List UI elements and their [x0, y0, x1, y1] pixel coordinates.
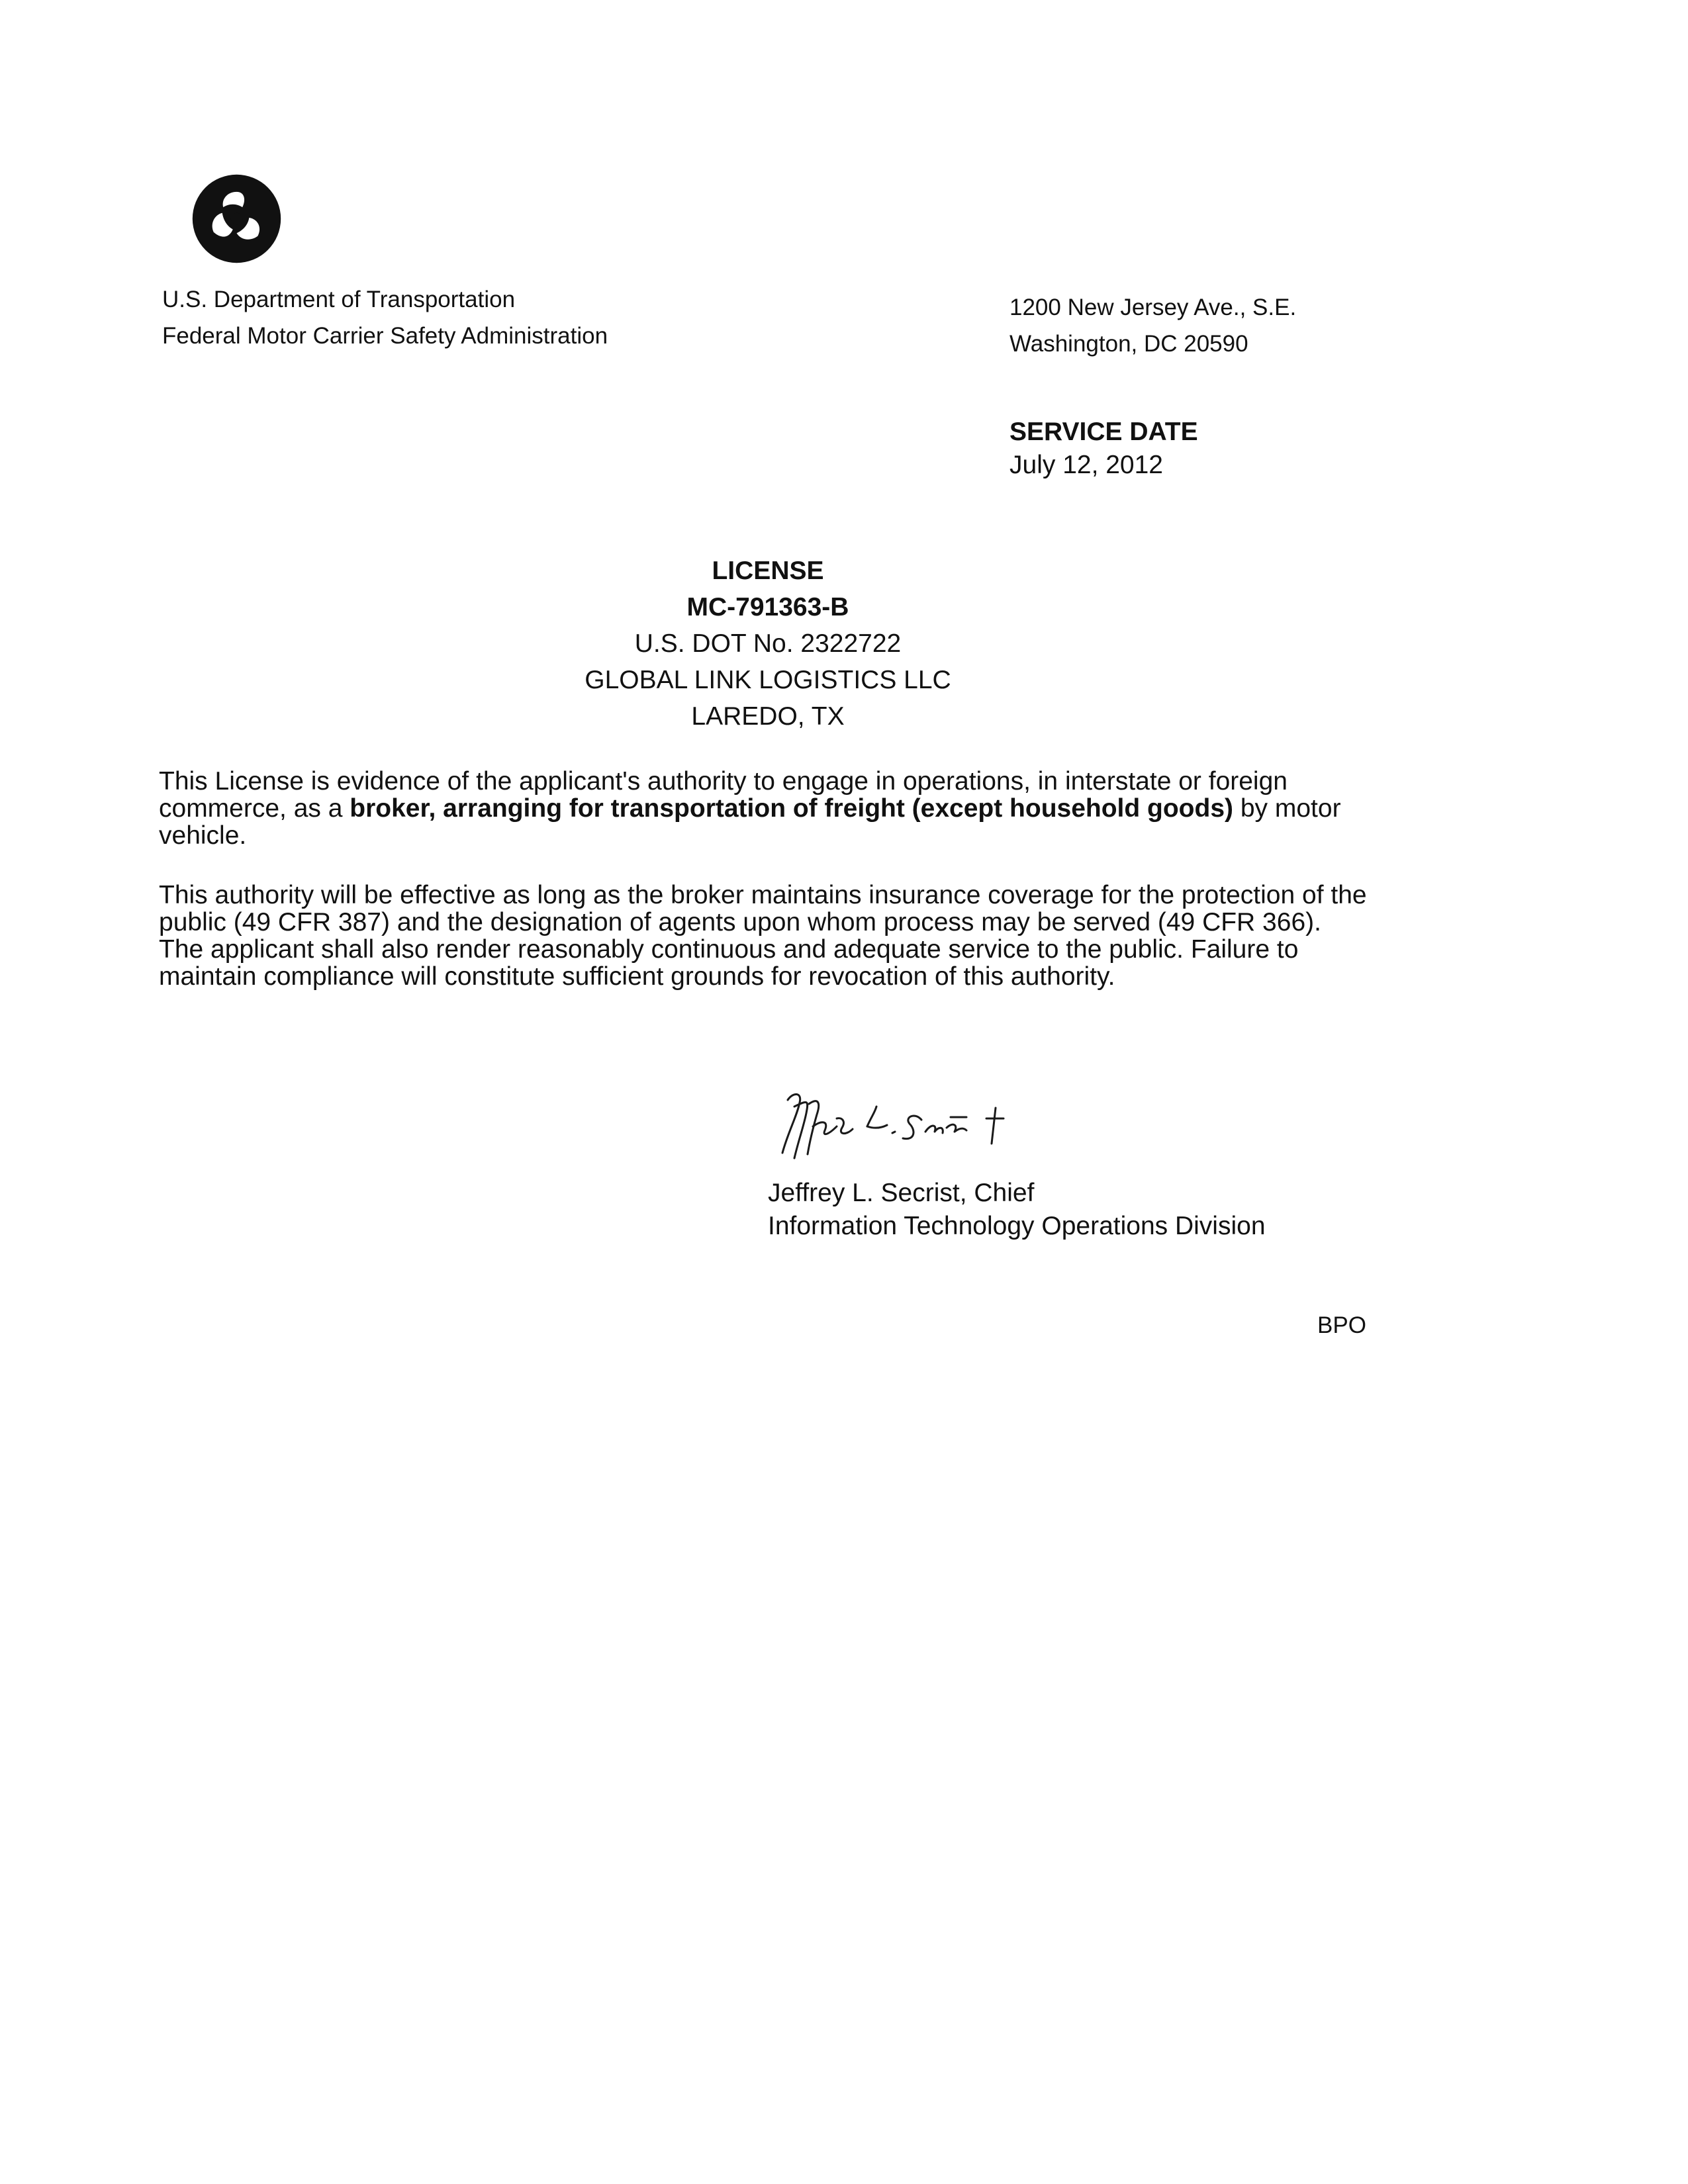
address-block [1009, 289, 1296, 362]
address-city: Washington, DC 20590 [1009, 331, 1248, 357]
conditions-paragraph: This authority will be effective as long as the broker maintains insurance coverage for the protection of the public (49 CFR 387) and the designation of agents upon whom process may be served (49 CFR 366). The applicant shall also render reasonably continuous and adequate service to the public. Failure to maintain compliance will constitute sufficient grounds for revocation of this authority. [159, 881, 1367, 991]
authority-scope-bold: broker, arranging for transportation of freight (except household goods) [350, 794, 1234, 823]
license-heading [0, 553, 1536, 735]
company-location: LAREDO, TX [691, 702, 845, 731]
agency-administration: Federal Motor Carrier Safety Administration [162, 323, 608, 349]
company-name: GLOBAL LINK LOGISTICS LLC [585, 666, 951, 694]
authority-text-start: This License is evidence of the applicant's authority to engage in operations, in interstate or foreign commerce, as a [159, 767, 1288, 823]
handwritten-signature [768, 1080, 1046, 1166]
dot-triskelion-logo-icon [189, 171, 285, 267]
agency-department: U.S. Department of Transportation [162, 287, 516, 312]
footer-code: BPO [1317, 1312, 1366, 1338]
service-date-label: SERVICE DATE [1009, 418, 1198, 446]
authority-paragraph [159, 768, 1370, 849]
address-street: 1200 New Jersey Ave., S.E. [1009, 295, 1297, 320]
signer-block [768, 1177, 1266, 1243]
license-number: MC-791363-B [686, 593, 849, 621]
authority-text-end: by motor vehicle. [159, 794, 1341, 850]
service-date-block [1009, 416, 1198, 482]
license-title: LICENSE [712, 557, 824, 585]
service-date-value: July 12, 2012 [1009, 451, 1164, 479]
dot-number: U.S. DOT No. 2322722 [634, 629, 902, 658]
signer-name: Jeffrey L. Secrist, Chief [768, 1179, 1035, 1207]
agency-block [162, 281, 608, 354]
signer-division: Information Technology Operations Division [768, 1212, 1266, 1240]
